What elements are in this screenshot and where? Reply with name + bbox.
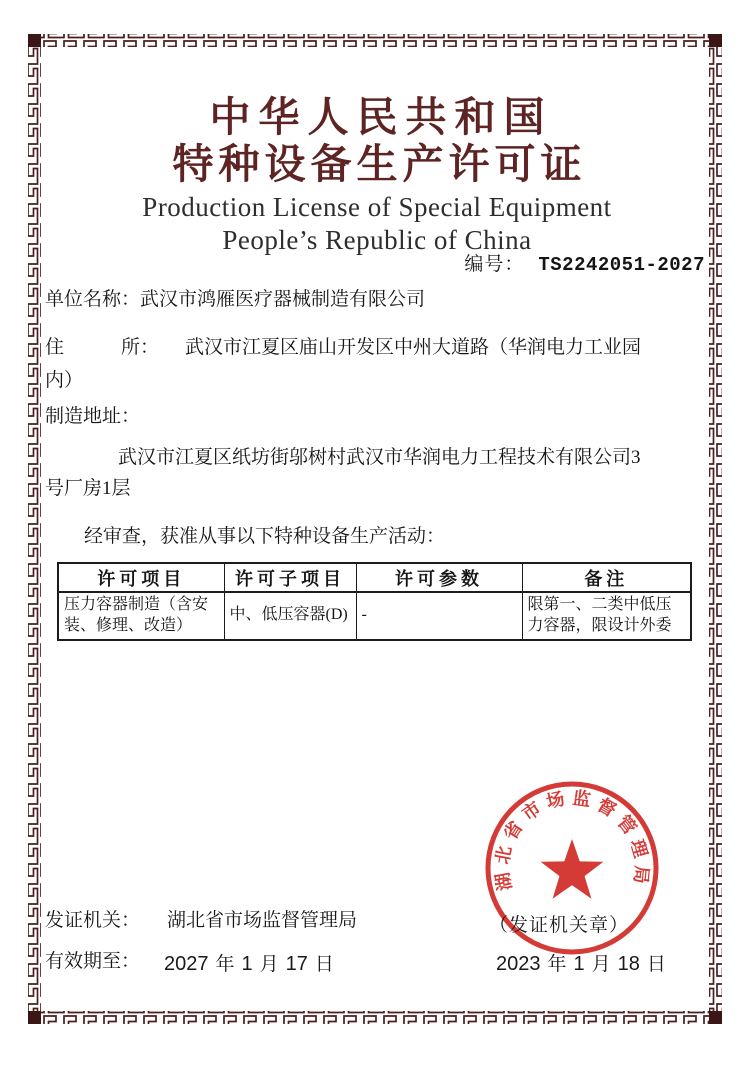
cell-permit-parameter: -	[356, 592, 522, 640]
residence-label: 住 所：	[45, 337, 160, 358]
seal-caption: （发证机关章）	[489, 915, 630, 936]
license-table-row	[58, 592, 691, 640]
mfg-address-label: 制造地址：	[45, 406, 141, 427]
validity-year: 2027	[164, 953, 209, 975]
cell-remarks: 限第一、二类中低压力容器，限设计外委	[522, 592, 691, 640]
license-number-label: 编号：	[464, 254, 525, 275]
validity-day-unit: 日	[314, 954, 334, 975]
mfg-address-line2: 号厂房1层	[45, 478, 131, 499]
issue-day-unit: 日	[646, 954, 666, 975]
unit-name-label: 单位名称：	[45, 289, 141, 310]
validity-day: 17	[285, 953, 308, 975]
license-table-header-row	[58, 563, 691, 592]
issue-month-unit: 月	[591, 954, 611, 975]
col-header-permit-item: 许可项目	[58, 563, 224, 592]
residence-value-line1: 武汉市江夏区庙山开发区中州大道路（华润电力工业园	[185, 337, 642, 358]
issue-day: 18	[617, 953, 640, 975]
title-cn-line1: 中华人民共和国	[209, 94, 553, 140]
cell-permit-item: 压力容器制造（含安装、修理、改造）	[58, 592, 224, 640]
issue-year-unit: 年	[547, 954, 567, 975]
residence-value-line2: 内）	[45, 370, 84, 391]
svg-text:湖北省市场监督管理局	[491, 787, 652, 893]
license-number-value: TS2242051-2027	[538, 254, 705, 276]
cell-permit-subitem: 中、低压容器(D)	[224, 592, 356, 640]
validity-month-unit: 月	[259, 954, 279, 975]
seal-star-icon	[541, 839, 604, 899]
license-table	[57, 562, 692, 641]
title-en-line1: Production License of Special Equipment	[142, 192, 612, 222]
issuer-label: 发证机关：	[45, 910, 141, 931]
issue-date	[496, 949, 673, 976]
unit-name-value: 武汉市鸿雁医疗器械制造有限公司	[140, 289, 426, 310]
license-number	[464, 249, 705, 276]
issue-year: 2023	[496, 953, 541, 975]
validity-date	[164, 949, 341, 976]
mfg-address-line1: 武汉市江夏区纸坊街邬树村武汉市华润电力工程技术有限公司3	[118, 447, 641, 468]
col-header-permit-subitem: 许可子项目	[224, 563, 356, 592]
approval-statement: 经审查，获准从事以下特种设备生产活动：	[84, 526, 446, 547]
validity-year-unit: 年	[215, 954, 235, 975]
validity-month: 1	[241, 953, 253, 975]
title-en-line2: People’s Republic of China	[222, 225, 532, 255]
col-header-permit-parameter: 许可参数	[356, 563, 522, 592]
col-header-remarks: 备注	[522, 563, 691, 592]
title-cn-line2: 特种设备生产许可证	[172, 141, 587, 187]
seal-text: 湖北省市场监督管理局	[492, 787, 653, 893]
validity-label: 有效期至：	[45, 951, 141, 972]
issuer-value: 湖北省市场监督管理局	[167, 910, 358, 931]
issue-month: 1	[573, 953, 585, 975]
